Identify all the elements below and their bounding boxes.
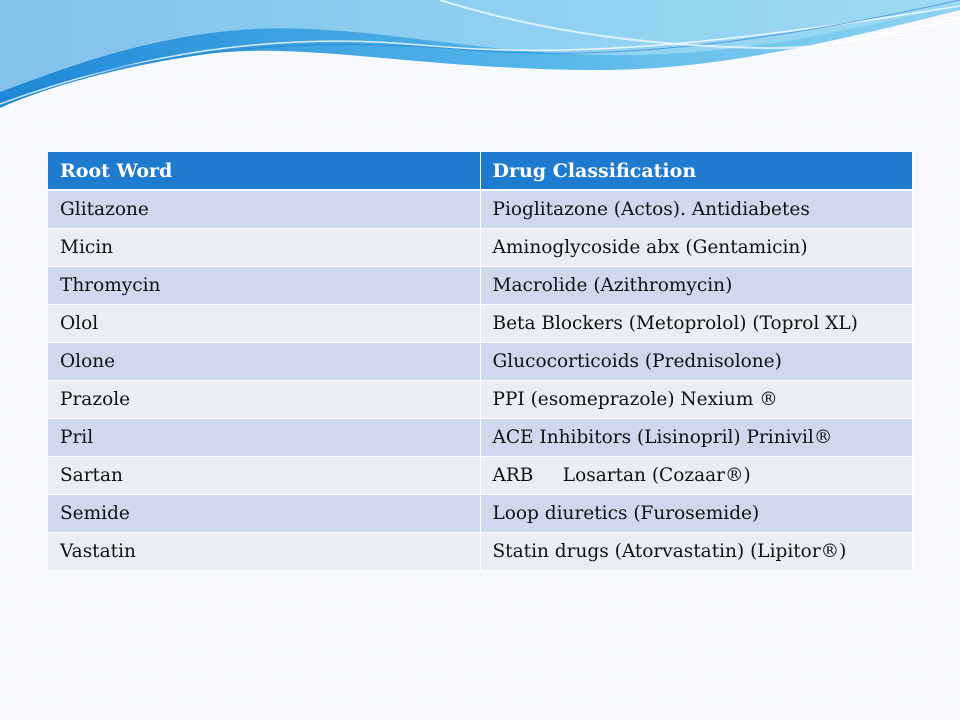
root-word-cell: Semide bbox=[48, 495, 480, 533]
decorative-wave bbox=[0, 0, 960, 120]
root-word-cell: Glitazone bbox=[48, 190, 480, 229]
classification-cell: ARB Losartan (Cozaar®) bbox=[480, 457, 912, 495]
classification-cell: Statin drugs (Atorvastatin) (Lipitor®) bbox=[480, 533, 912, 571]
drug-classification-table bbox=[48, 152, 913, 571]
classification-cell: Macrolide (Azithromycin) bbox=[480, 267, 912, 305]
table-row bbox=[48, 305, 912, 343]
root-word-cell: Thromycin bbox=[48, 267, 480, 305]
table-row bbox=[48, 267, 912, 305]
table-row bbox=[48, 419, 912, 457]
root-word-cell: Olone bbox=[48, 343, 480, 381]
classification-cell: Aminoglycoside abx (Gentamicin) bbox=[480, 229, 912, 267]
header-root-word: Root Word bbox=[48, 152, 480, 190]
root-word-cell: Prazole bbox=[48, 381, 480, 419]
table-row bbox=[48, 495, 912, 533]
classification-cell: Glucocorticoids (Prednisolone) bbox=[480, 343, 912, 381]
table-row bbox=[48, 457, 912, 495]
classification-cell: PPI (esomeprazole) Nexium ® bbox=[480, 381, 912, 419]
table-row bbox=[48, 343, 912, 381]
table-row bbox=[48, 190, 912, 229]
root-word-cell: Olol bbox=[48, 305, 480, 343]
root-word-cell: Micin bbox=[48, 229, 480, 267]
root-word-cell: Vastatin bbox=[48, 533, 480, 571]
table-row bbox=[48, 533, 912, 571]
classification-cell: Beta Blockers (Metoprolol) (Toprol XL) bbox=[480, 305, 912, 343]
root-word-cell: Pril bbox=[48, 419, 480, 457]
table-header-row bbox=[48, 152, 912, 190]
header-drug-classification: Drug Classification bbox=[480, 152, 912, 190]
root-word-cell: Sartan bbox=[48, 457, 480, 495]
classification-cell: ACE Inhibitors (Lisinopril) Prinivil® bbox=[480, 419, 912, 457]
table-row bbox=[48, 381, 912, 419]
classification-cell: Pioglitazone (Actos). Antidiabetes bbox=[480, 190, 912, 229]
classification-cell: Loop diuretics (Furosemide) bbox=[480, 495, 912, 533]
table-row bbox=[48, 229, 912, 267]
